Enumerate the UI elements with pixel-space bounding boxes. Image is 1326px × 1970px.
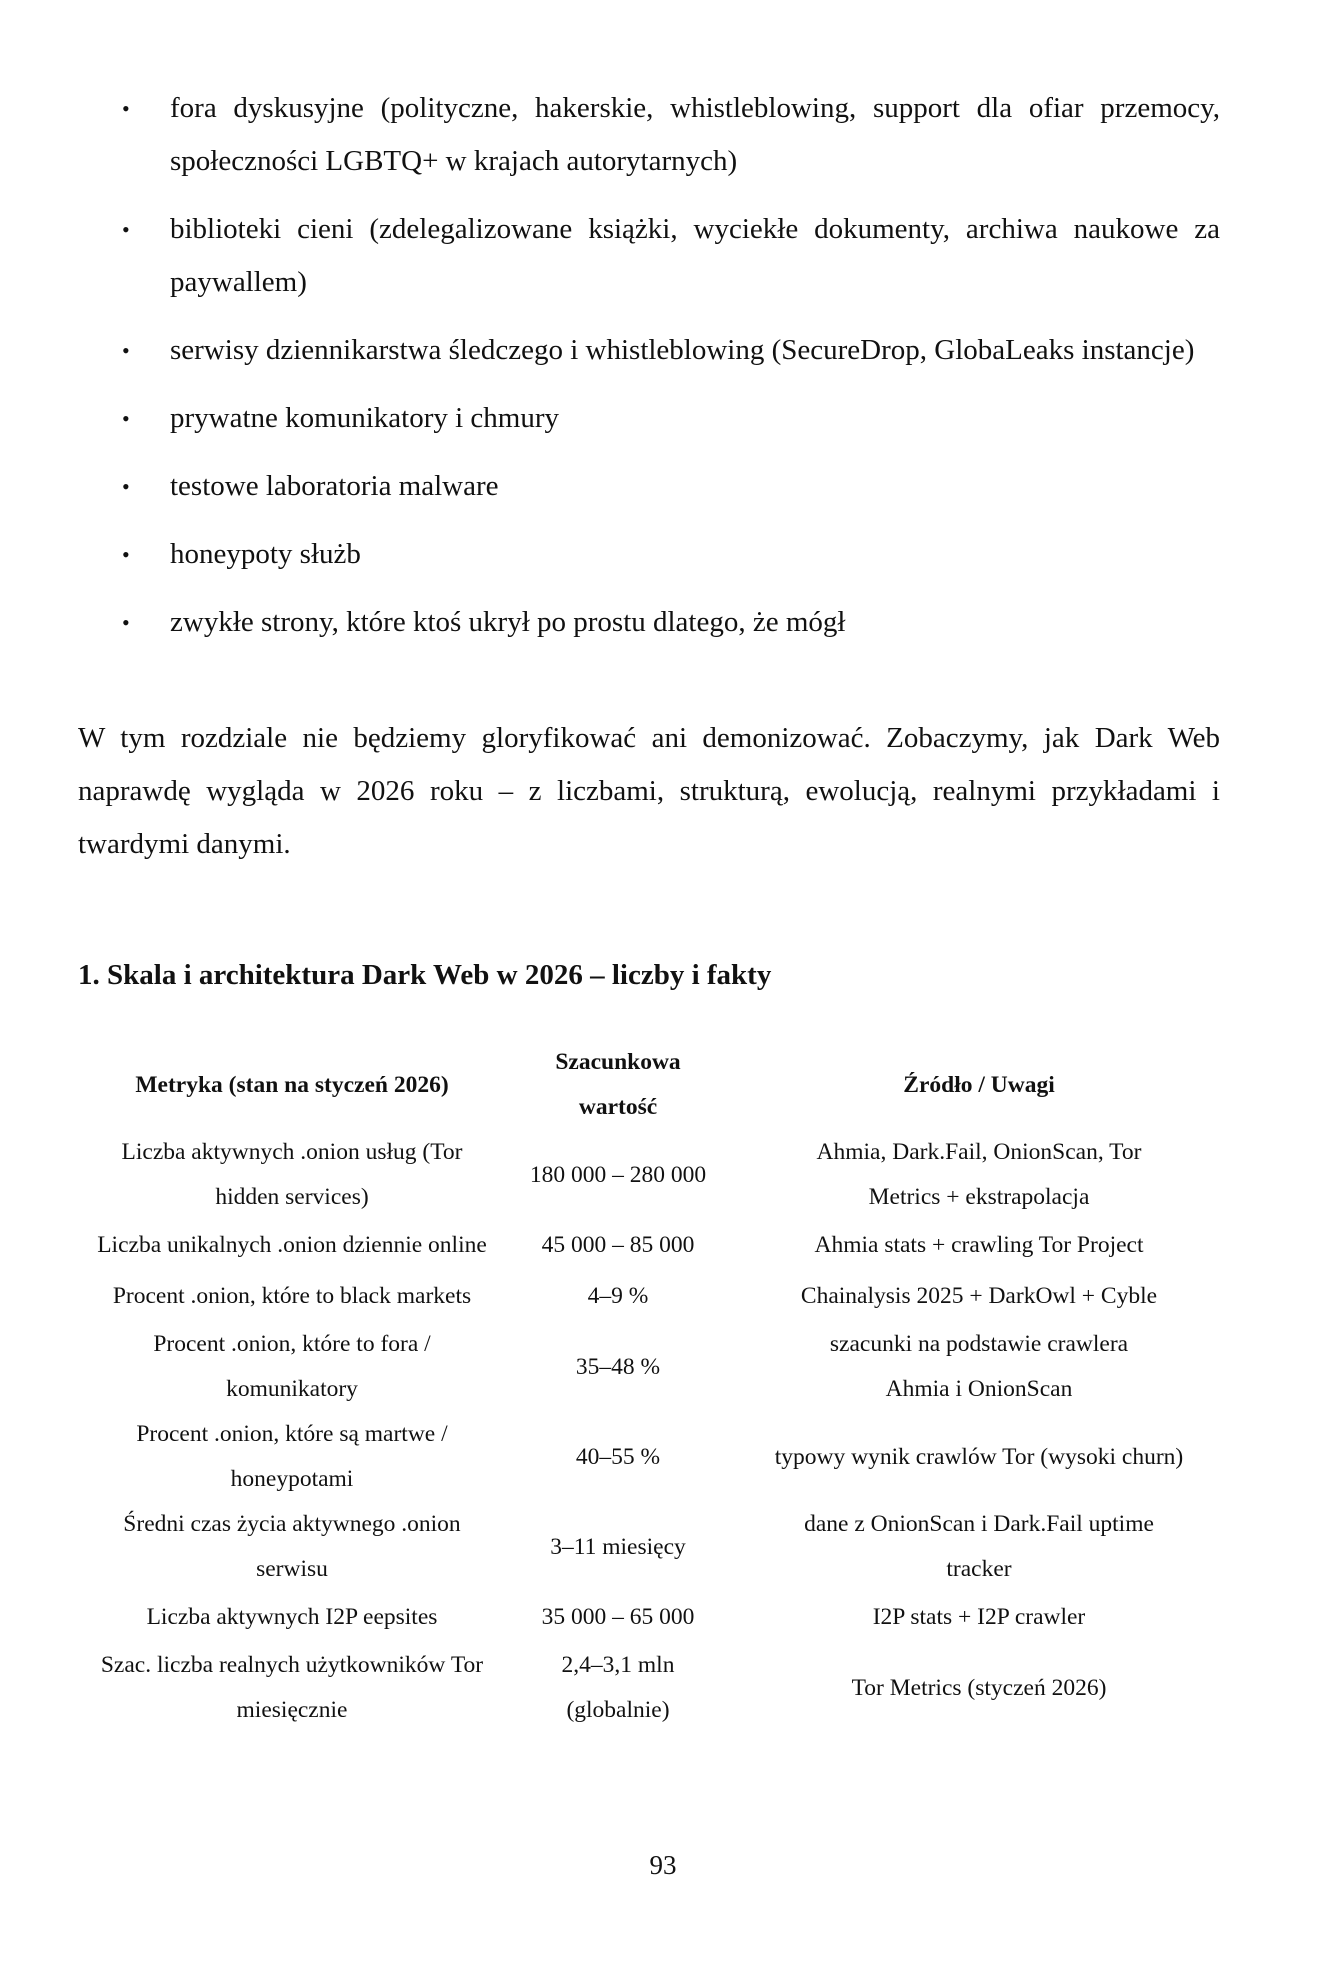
list-item	[120, 203, 1220, 309]
list-item-text: zwykłe strony, które ktoś ukrył po prostu dlatego, że mógł	[170, 606, 846, 638]
cell-value: 45 000 – 85 000	[541, 1232, 695, 1258]
table-row	[88, 1271, 1218, 1322]
bullet-icon: •	[122, 610, 130, 635]
bullet-icon: •	[122, 542, 130, 567]
cell-value: 3–11 miesięcy	[550, 1533, 686, 1560]
list-item	[120, 596, 1220, 649]
cell-metric: Procent .onion, które to fora / komunikatory	[153, 1331, 431, 1402]
intro-paragraph: W tym rozdziale nie będziemy gloryfikować ani demonizować. Zobaczymy, jak Dark Web naprawdę wygląda w 2026 roku – z liczbami, strukturą, ewolucją, realnymi przykładami i twardymi danymi.	[78, 722, 1220, 860]
list-item-text: serwisy dziennikarstwa śledczego i whistleblowing (SecureDrop, GlobaLeaks instancje)	[170, 334, 1195, 366]
list-item-text: biblioteki cieni (zdelegalizowane książki, wyciekłe dokumenty, archiwa naukowe za paywallem)	[170, 213, 1220, 298]
cell-source: Ahmia, Dark.Fail, OnionScan, Tor Metrics + ekstrapolacja	[816, 1139, 1142, 1210]
table-row	[88, 1322, 1218, 1412]
list-item	[120, 82, 1220, 188]
bullet-icon: •	[122, 406, 130, 431]
cell-value: 35 000 – 65 000	[541, 1604, 695, 1630]
header-metric: Metryka (stan na styczeń 2026)	[135, 1071, 449, 1098]
table-row	[88, 1412, 1218, 1502]
bullet-icon: •	[122, 217, 130, 242]
cell-source: dane z OnionScan i Dark.Fail uptime tracker	[804, 1511, 1154, 1582]
cell-metric: Średni czas życia aktywnego .onion serwisu	[123, 1511, 461, 1582]
table-row	[88, 1502, 1218, 1592]
cell-metric: Procent .onion, które są martwe / honeypotami	[136, 1421, 448, 1492]
cell-value: 35–48 %	[575, 1353, 661, 1380]
table-row	[88, 1643, 1218, 1733]
bullet-icon: •	[122, 96, 130, 121]
table-row	[88, 1220, 1218, 1271]
list-item	[120, 324, 1220, 377]
page-number: 93	[649, 1850, 677, 1880]
cell-source: Tor Metrics (styczeń 2026)	[851, 1674, 1107, 1701]
cell-source: szacunki na podstawie crawlera Ahmia i OnionScan	[829, 1331, 1129, 1402]
metrics-table	[88, 1040, 1218, 1733]
bullet-icon: •	[122, 338, 130, 363]
table-row	[88, 1592, 1218, 1643]
cell-metric: Szac. liczba realnych użytkowników Tor miesięcznie	[100, 1652, 484, 1723]
list-item	[120, 460, 1220, 513]
list-item-text: fora dyskusyjne (polityczne, hakerskie, whistleblowing, support dla ofiar przemocy, społeczności LGBTQ+ w krajach autorytarnych)	[170, 92, 1220, 177]
cell-value: 2,4–3,1 mln (globalnie)	[561, 1652, 675, 1723]
cell-value: 180 000 – 280 000	[529, 1161, 707, 1188]
cell-source: typowy wynik crawlów Tor (wysoki churn)	[774, 1443, 1184, 1470]
cell-source: Ahmia stats + crawling Tor Project	[814, 1232, 1144, 1258]
cell-metric: Liczba unikalnych .onion dziennie online	[97, 1232, 487, 1258]
bullet-icon: •	[122, 474, 130, 499]
cell-source: Chainalysis 2025 + DarkOwl + Cyble	[800, 1283, 1158, 1309]
cell-value: 40–55 %	[575, 1443, 661, 1470]
header-source: Źródło / Uwagi	[903, 1071, 1055, 1098]
list-item-text: testowe laboratoria malware	[170, 470, 499, 502]
header-value: Szacunkowa wartość	[555, 1049, 681, 1120]
list-item-text: prywatne komunikatory i chmury	[170, 402, 559, 434]
cell-metric: Procent .onion, które to black markets	[112, 1283, 472, 1309]
list-item-text: honeypoty służb	[170, 538, 361, 570]
cell-source: I2P stats + I2P crawler	[872, 1604, 1086, 1630]
section-heading: 1. Skala i architektura Dark Web w 2026 – liczby i fakty	[78, 959, 772, 991]
cell-metric: Liczba aktywnych I2P eepsites	[146, 1604, 438, 1630]
list-item	[120, 392, 1220, 445]
table-header-row	[88, 1040, 1218, 1130]
table-row	[88, 1130, 1218, 1220]
list-item	[120, 528, 1220, 581]
bullet-list	[120, 82, 1220, 664]
cell-value: 4–9 %	[587, 1283, 649, 1309]
cell-metric: Liczba aktywnych .onion usług (Tor hidden services)	[121, 1139, 463, 1210]
